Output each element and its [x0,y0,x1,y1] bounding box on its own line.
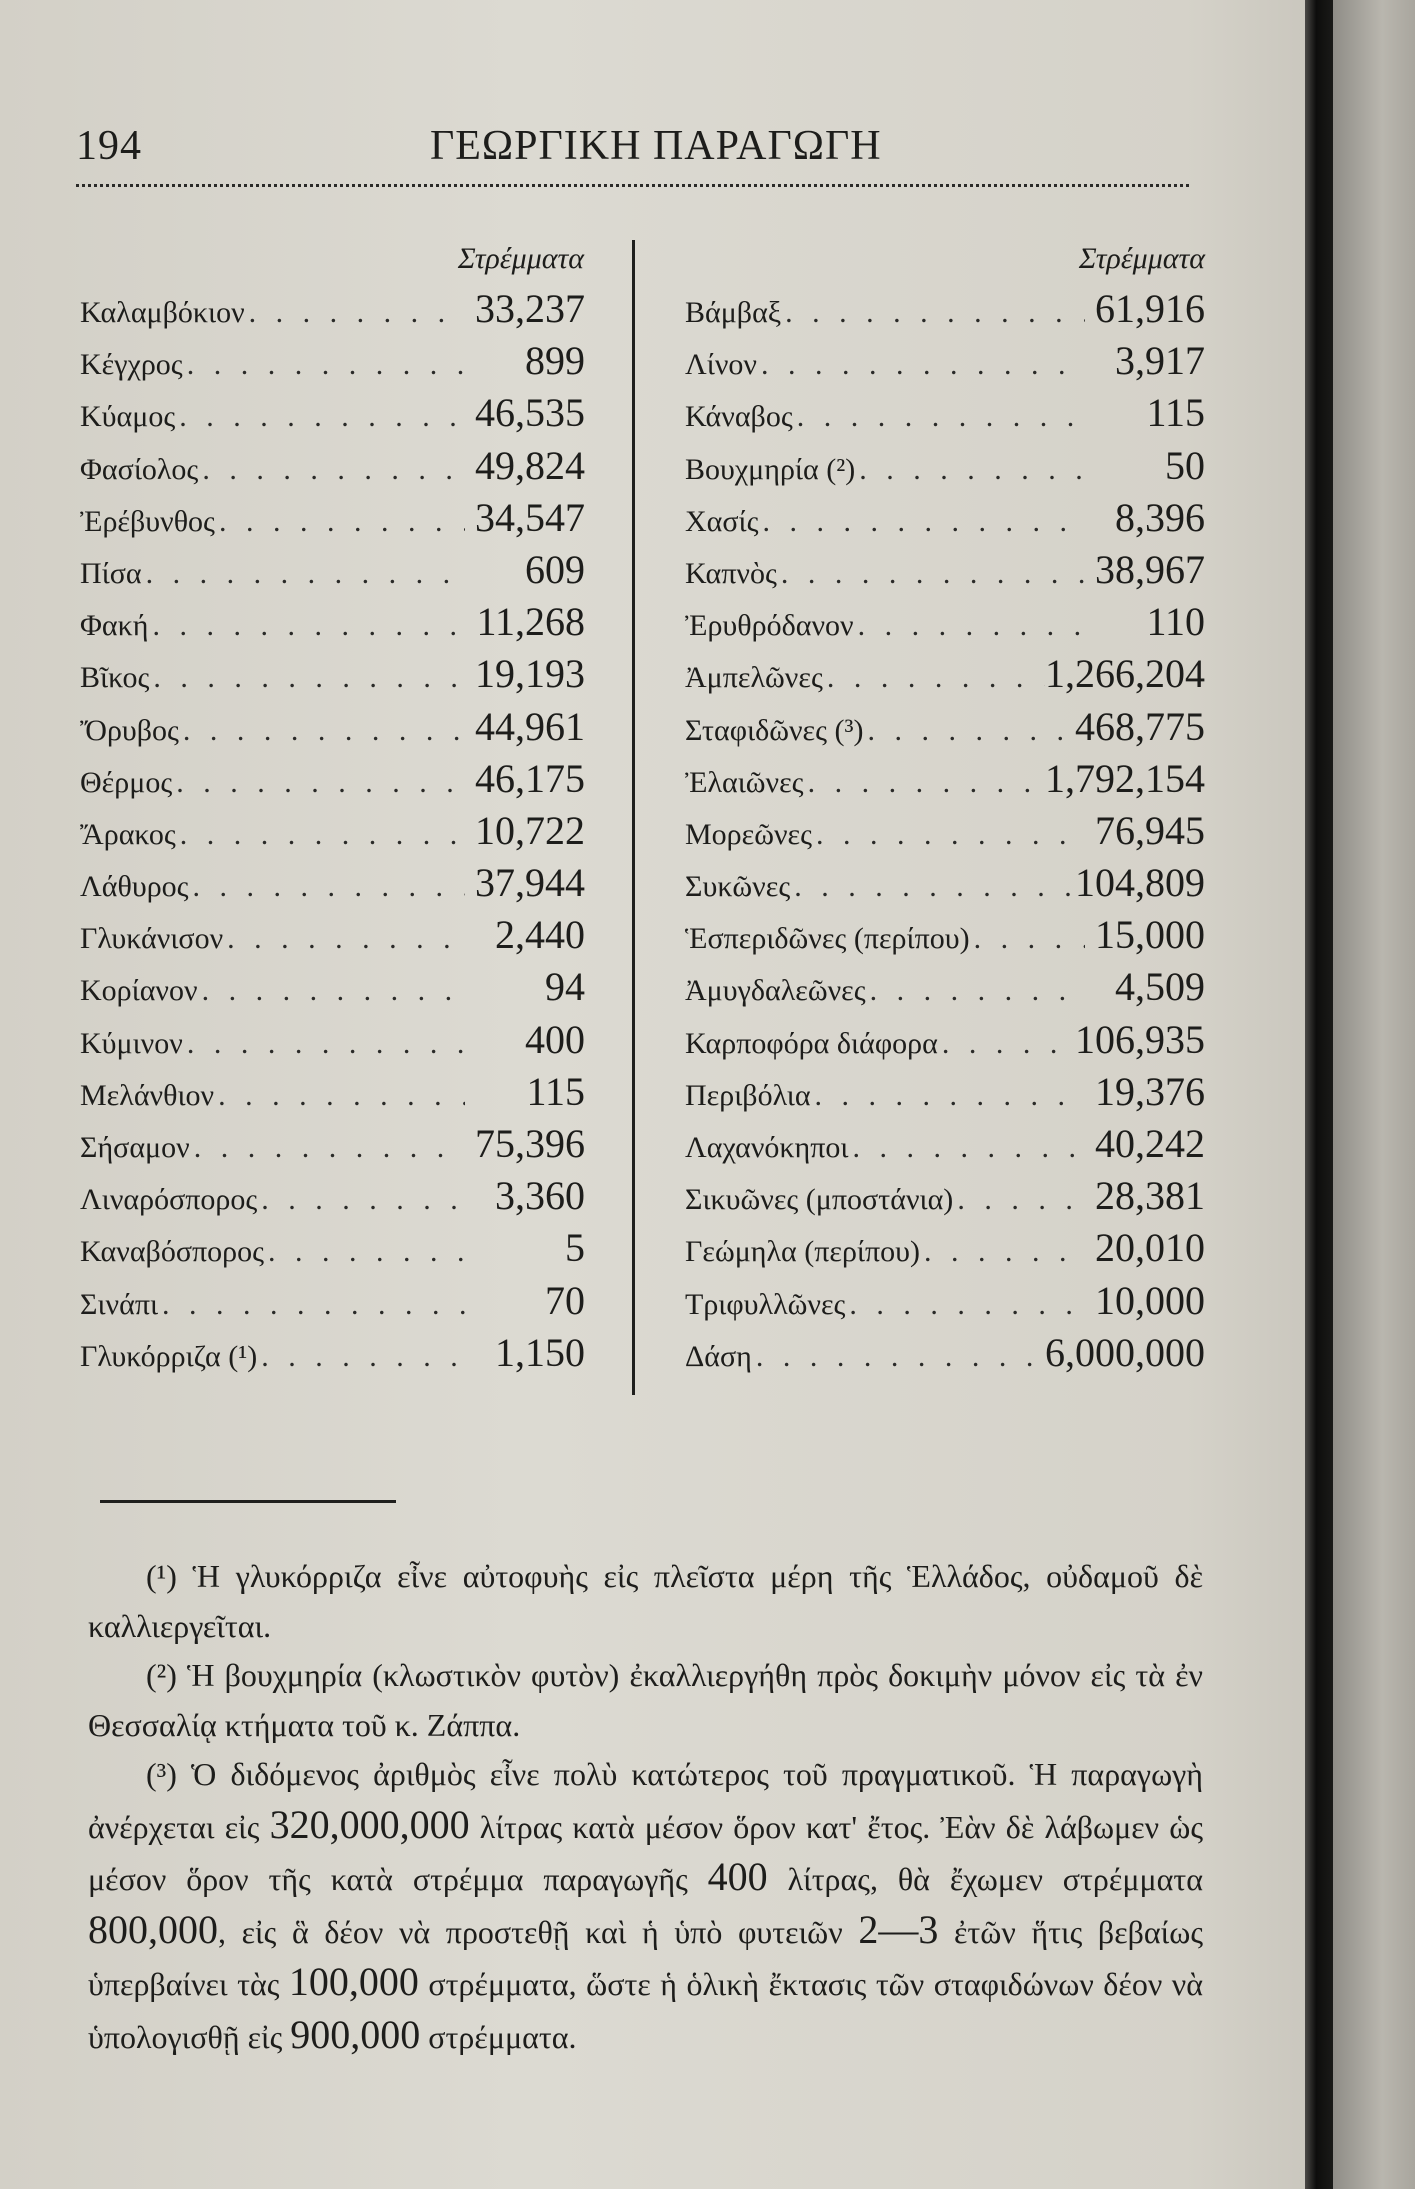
running-title: ΓΕΩΡΓΙΚΗ ΠΑΡΑΓΩΓΗ [430,123,882,169]
crop-name: Γεώμηλα (περίπου) [685,1235,920,1269]
footnote-3-text: ἐτῶν ἥτις βεβαίως ὑπερβαίνει τὰς [88,1913,1204,2002]
area-value: 104,809 [1075,860,1205,906]
footnote-3-number: 900,000 [290,2011,421,2057]
table-row [80,1327,585,1379]
dot-leader [198,965,465,1017]
crop-name: Καναβόσπορος [80,1235,264,1269]
footnote-3-text: λίτρας, θὰ ἔχωμεν στρέμματα [787,1861,1204,1897]
crop-name: Δάση [685,1339,752,1373]
dot-leader [179,705,465,757]
crop-name: Καρποφόρα διάφορα [685,1026,938,1060]
crop-name: Φασίολος [80,452,199,486]
crop-name: Λίνον [685,348,757,382]
crop-name: Ἑσπεριδῶνες (περίπου) [685,922,970,956]
table-row [685,805,1205,857]
table-row [80,805,585,857]
dot-leader [257,1174,465,1226]
crop-name: Κέγχρος [80,348,183,382]
crop-name: Σήσαμον [80,1131,190,1164]
area-value: 899 [525,338,585,384]
table-row [685,1275,1205,1327]
crop-name: Γλυκάνισον [80,922,224,956]
footnotes [88,1552,1203,2062]
left-rows [80,283,585,1379]
dot-leader [190,1122,465,1174]
footnote-3-number: 2—3 [858,1906,939,1952]
table-row [685,857,1205,909]
column-divider [632,240,635,1395]
dot-leader [257,1331,465,1383]
table-row [80,544,585,596]
table-row [685,335,1205,387]
crop-name: Περιβόλια [685,1078,811,1112]
area-value: 5 [565,1225,585,1271]
crop-name: Κύαμος [80,400,176,434]
crop-name: Ἄρακος [80,817,176,851]
dot-leader [198,444,465,496]
table-row [80,335,585,387]
table-row [685,1014,1205,1066]
area-value: 50 [1165,442,1205,488]
crop-name: Μορεῶνες [685,817,813,851]
area-value: 8,396 [1115,494,1205,540]
dot-leader [781,287,1085,339]
crop-name: Λάθυρος [80,870,189,904]
page-number: 194 [76,123,142,169]
area-value: 11,268 [476,599,585,645]
table-row [80,283,585,335]
table-row [80,857,585,909]
dot-leader [920,1226,1085,1278]
crop-name: Ἐρέβυνθος [80,504,215,538]
crop-name: Σικυῶνες (μποστάνια) [685,1183,954,1217]
area-value: 400 [525,1016,585,1062]
table-row [685,1327,1205,1379]
table-row [685,1222,1205,1274]
area-value: 10,722 [475,807,585,853]
table-row [80,961,585,1013]
crop-name: Ἐρυθρόδανον [685,609,854,643]
table-row [685,909,1205,961]
dot-leader [223,913,465,965]
crop-name: Ἀμυγδαλεῶνες [685,974,866,1008]
table-row [80,1170,585,1222]
dot-leader [149,652,465,704]
crop-name: Κύμινον [80,1026,183,1060]
area-value: 3,360 [495,1173,585,1219]
table-row [685,492,1205,544]
dot-leader [158,1279,465,1331]
crop-name: Ἀμπελῶνες [685,661,823,695]
area-value: 19,193 [475,651,585,697]
footnote-3-number: 100,000 [288,1959,419,2004]
table-row [80,387,585,439]
area-value: 34,547 [475,494,585,540]
area-value: 33,237 [475,286,585,331]
footnote-3-number: 800,000 [88,1906,218,1952]
table-row [685,387,1205,439]
crop-name: Λιναρόσπορος [80,1183,258,1217]
crop-name: Τριφυλλῶνες [685,1287,846,1321]
footnote-3-text: λίτρας κατὰ μέσον ὅρον κατ' ἔτος. Ἐὰν δὲ λάβωμεν ὡς μέσον ὅρον τῆς κατὰ στρέμμα παραγωγῆς [88,1808,1204,1897]
dot-leader [790,861,1075,913]
dot-leader [863,705,1075,757]
table-row [80,1275,585,1327]
area-value: 1,266,204 [1045,651,1205,697]
crop-name: Σινάπι [80,1287,159,1321]
area-value: 46,175 [475,755,585,801]
dot-leader [938,1018,1075,1070]
crop-name: Βάμβαξ [685,296,782,329]
crop-name: Θέρμος [80,765,173,799]
dot-leader [866,965,1085,1017]
crop-name: Λαχανόκηποι [685,1131,849,1164]
table-row [685,596,1205,648]
dot-leader [823,652,1045,704]
dot-leader [970,913,1085,965]
dot-leader [854,600,1085,652]
dot-leader [183,1018,465,1070]
dot-leader [264,1226,465,1278]
crop-name: Ὄρυβος [80,713,179,747]
dot-leader [812,809,1085,861]
area-value: 115 [1146,390,1205,436]
area-value: 110 [1146,599,1205,645]
dot-leader [953,1174,1085,1226]
area-value: 4,509 [1115,964,1205,1010]
dot-leader [777,548,1085,600]
dot-leader [142,548,465,600]
area-value: 20,010 [1095,1225,1205,1271]
table-row [685,961,1205,1013]
dot-leader [189,861,465,913]
table-row [80,753,585,805]
area-value: 2,440 [495,912,585,958]
area-value: 10,000 [1095,1277,1205,1323]
footnote-1: (¹) Ἡ γλυκόρριζα εἶνε αὐτοφυὴς εἰς πλεῖστα μέρη τῆς Ἑλλάδος, οὐδαμοῦ δὲ καλλιεργεῖται. [88,1558,1203,1644]
area-value: 28,381 [1095,1173,1205,1219]
footnote-3-text: στρέμματα, ὥστε ἡ ὁλικὴ ἔκτασις τῶν σταφιδώνων δέον νὰ ὑπολογισθῇ εἰς [88,1966,1204,2055]
area-value: 468,775 [1075,703,1205,749]
dot-leader [172,757,465,809]
table-row [80,909,585,961]
crop-name: Κάναβος [685,400,793,434]
area-value: 37,944 [475,860,585,906]
area-value: 49,824 [475,442,585,488]
dot-leader [183,339,465,391]
area-value: 38,967 [1095,546,1205,592]
crop-name: Βουχμηρία (²) [685,452,856,486]
dot-leader [855,444,1085,496]
area-value: 1,150 [495,1329,585,1375]
crop-name: Βῖκος [80,661,150,695]
dot-leader [215,496,465,548]
area-value: 15,000 [1095,912,1205,958]
table-right-column [685,235,1205,1379]
table-row [80,596,585,648]
dot-leader [752,1331,1045,1383]
table-row [685,440,1205,492]
area-value: 94 [545,964,585,1010]
table-row [685,753,1205,805]
footnote-3-number: 400 [707,1854,768,1899]
dot-leader [793,391,1085,443]
table-row [80,1066,585,1118]
crop-name: Γλυκόρριζα (¹) [80,1339,258,1373]
table-row [685,1170,1205,1222]
area-value: 3,917 [1115,338,1205,384]
footnote-3-number: 320,000,000 [269,1801,470,1847]
footnote-rule [100,1500,396,1503]
dot-leader [245,287,465,339]
dot-leader [845,1279,1085,1331]
adjacent-page-edge [1333,0,1415,2189]
dot-leader [757,339,1085,391]
area-value: 1,792,154 [1045,755,1205,801]
crop-name: Πίσα [80,556,142,590]
dot-leader [214,1070,465,1122]
table-row [685,1066,1205,1118]
area-value: 609 [525,546,585,592]
footnote-2: (²) Ἡ βουχμηρία (κλωστικὸν φυτὸν) ἐκαλλιεργήθη πρὸς δοκιμὴν μόνον εἰς τὰ ἐν Θεσσαλίᾳ κτήματα τοῦ κ. Ζάππα. [88,1657,1203,1743]
table-row [80,1222,585,1274]
crop-name: Συκῶνες [685,870,791,904]
table-row [685,701,1205,753]
table-row [685,544,1205,596]
dot-leader [811,1070,1085,1122]
crop-name: Ἐλαιῶνες [685,765,804,799]
table-row [685,1118,1205,1170]
footnote-3 [88,1750,1203,2062]
crop-name: Κορίανον [80,974,198,1008]
dot-leader [176,809,465,861]
area-value: 46,535 [475,390,585,436]
table-row [80,648,585,700]
table-row [80,440,585,492]
area-value: 70 [545,1277,585,1323]
crop-name: Καπνὸς [685,556,777,590]
area-value: 19,376 [1095,1068,1205,1114]
unit-heading-right: Στρέμματα [1078,242,1205,275]
header-rule [76,184,1189,187]
dot-leader [175,391,465,443]
footnote-3-text: στρέμματα. [428,2018,577,2055]
area-value: 6,000,000 [1045,1329,1205,1375]
area-value: 106,935 [1075,1016,1205,1062]
crop-name: Χασίς [685,504,759,538]
dot-leader [148,600,465,652]
footnote-3-text: , εἰς ἃ δέον νὰ προστεθῇ καὶ ἡ ὑπὸ φυτειῶν [218,1913,843,1950]
dot-leader [804,757,1045,809]
area-value: 44,961 [475,703,585,749]
unit-heading-left: Στρέμματα [457,242,584,275]
area-value: 40,242 [1095,1121,1205,1166]
table-row [80,701,585,753]
book-spine-shadow [1305,0,1333,2189]
table-row [80,1118,585,1170]
dot-leader [759,496,1085,548]
table-row [80,492,585,544]
table-row [80,1014,585,1066]
footnote-3-text: (³) Ὁ διδόμενος ἀριθμὸς εἶνε πολὺ κατώτερος τοῦ πραγματικοῦ. Ἡ παραγωγὴ ἀνέρχεται εἰς [88,1756,1203,1845]
area-value: 115 [526,1068,585,1114]
area-value: 75,396 [475,1121,585,1166]
table-left-column [80,235,585,1379]
table-row [685,648,1205,700]
area-value: 61,916 [1095,286,1205,331]
dot-leader [848,1122,1085,1174]
crop-name: Σταφιδῶνες (³) [685,713,864,747]
crop-name: Καλαμβόκιον [80,296,245,329]
crop-name: Φακή [80,609,149,643]
crop-name: Μελάνθιον [80,1078,215,1112]
area-value: 76,945 [1095,807,1205,853]
table-row [685,283,1205,335]
right-rows [685,283,1205,1379]
